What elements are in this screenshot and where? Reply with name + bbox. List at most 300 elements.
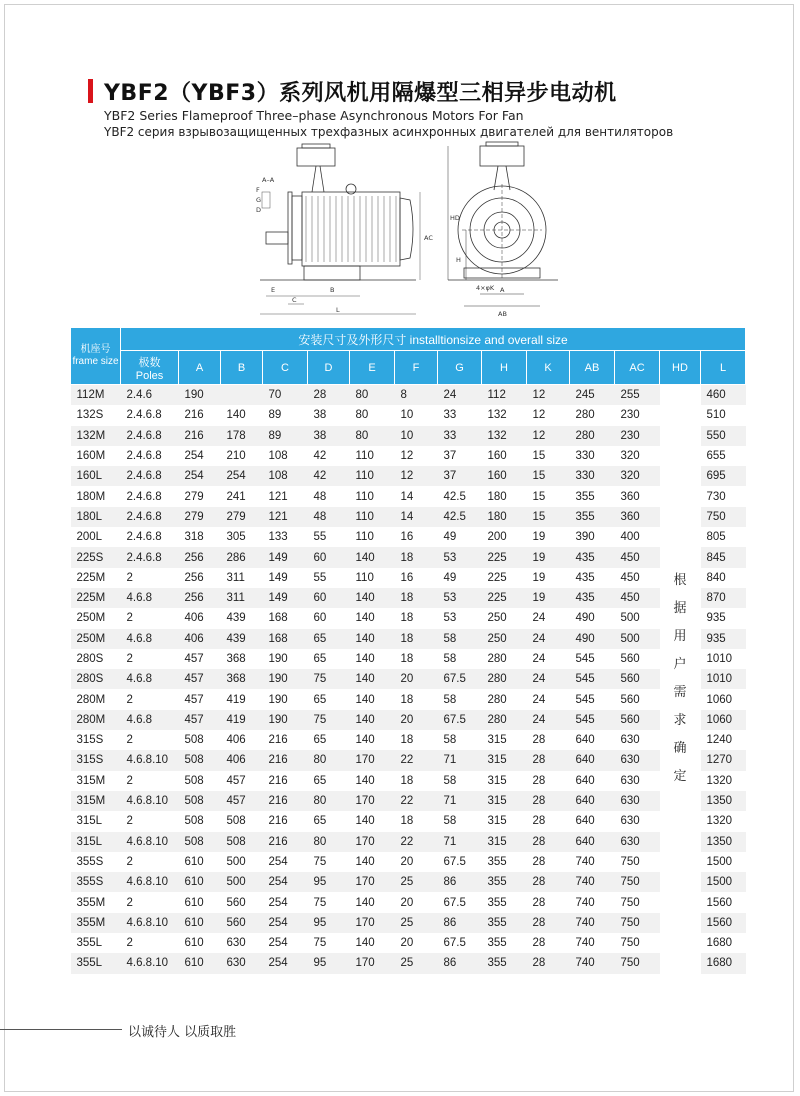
table-cell: 406 [221, 750, 263, 770]
table-cell: 75 [308, 710, 350, 730]
table-cell: 2.4.6.8 [121, 486, 179, 506]
table-cell: 18 [395, 649, 438, 669]
table-cell: 95 [308, 953, 350, 973]
table-cell: 216 [179, 405, 221, 425]
table-cell: 140 [350, 730, 395, 750]
table-cell: 4.6.8.10 [121, 872, 179, 892]
table-cell: 508 [179, 730, 221, 750]
table-cell: 22 [395, 791, 438, 811]
col-header: E [350, 351, 395, 385]
table-cell: 160 [482, 446, 527, 466]
table-cell: 230 [615, 405, 660, 425]
table-cell: 14 [395, 486, 438, 506]
table-cell: 655 [701, 446, 746, 466]
table-cell: 216 [263, 730, 308, 750]
table-cell: 508 [179, 811, 221, 831]
table-cell: 355 [482, 953, 527, 973]
table-cell: 640 [570, 791, 615, 811]
svg-text:E: E [271, 286, 276, 294]
table-row [71, 486, 746, 506]
table-cell: 95 [308, 872, 350, 892]
table-cell: 200L [71, 527, 121, 547]
table-cell: 279 [221, 507, 263, 527]
table-cell: 250M [71, 629, 121, 649]
table-cell: 180L [71, 507, 121, 527]
table-cell: 210 [221, 446, 263, 466]
table-row [71, 832, 746, 852]
table-cell: 58 [438, 771, 482, 791]
table-cell: 630 [221, 953, 263, 973]
table-cell: 305 [221, 527, 263, 547]
table-cell: 15 [527, 466, 570, 486]
table-row [71, 669, 746, 689]
table-cell: 121 [263, 486, 308, 506]
table-cell: 255 [615, 385, 660, 406]
table-cell: 740 [570, 852, 615, 872]
table-cell: 160L [71, 466, 121, 486]
table-cell: 110 [350, 466, 395, 486]
table-cell: 750 [615, 892, 660, 912]
table-cell: 508 [179, 771, 221, 791]
table-cell: 315 [482, 750, 527, 770]
table-cell: 315L [71, 811, 121, 831]
table-cell: 19 [527, 588, 570, 608]
col-header: A [179, 351, 221, 385]
table-cell: 640 [570, 771, 615, 791]
table-cell: 86 [438, 872, 482, 892]
table-cell: 216 [263, 771, 308, 791]
table-cell: 545 [570, 689, 615, 709]
table-cell: 457 [179, 649, 221, 669]
table-cell: 1240 [701, 730, 746, 750]
table-cell: 28 [527, 872, 570, 892]
table-cell: 170 [350, 832, 395, 852]
table-cell: 48 [308, 507, 350, 527]
table-cell: 140 [350, 608, 395, 628]
table-cell: 4.6.8 [121, 669, 179, 689]
table-cell: 2 [121, 771, 179, 791]
table-cell: 254 [221, 466, 263, 486]
table-cell: 216 [263, 750, 308, 770]
table-cell: 1560 [701, 913, 746, 933]
table-cell: 216 [263, 811, 308, 831]
table-cell: 245 [570, 385, 615, 406]
table-cell: 38 [308, 426, 350, 446]
table-cell: 500 [221, 852, 263, 872]
table-cell: 457 [179, 710, 221, 730]
svg-text:A: A [500, 286, 505, 294]
table-cell: 640 [570, 811, 615, 831]
table-cell: 80 [350, 405, 395, 425]
motor-dimension-drawing [240, 140, 580, 325]
table-cell: 1010 [701, 669, 746, 689]
table-cell: 60 [308, 547, 350, 567]
table-cell: 67.5 [438, 710, 482, 730]
table-cell: 2 [121, 608, 179, 628]
table-cell: 140 [350, 933, 395, 953]
table-cell: 545 [570, 710, 615, 730]
table-cell: 132M [71, 426, 121, 446]
table-cell: 18 [395, 730, 438, 750]
table-cell: 545 [570, 669, 615, 689]
table-cell: 112M [71, 385, 121, 406]
table-cell: 320 [615, 446, 660, 466]
table-cell: 37 [438, 466, 482, 486]
table-cell: 55 [308, 568, 350, 588]
table-cell: 280 [482, 669, 527, 689]
table-cell: 740 [570, 892, 615, 912]
table-cell: 25 [395, 872, 438, 892]
table-cell: 12 [527, 426, 570, 446]
table-cell: 58 [438, 730, 482, 750]
table-row [71, 811, 746, 831]
end-terminal-box [480, 146, 524, 166]
col-header: H [482, 351, 527, 385]
table-row [71, 568, 746, 588]
table-cell: 315 [482, 791, 527, 811]
table-cell: 28 [527, 791, 570, 811]
table-cell: 355 [482, 872, 527, 892]
table-cell: 250 [482, 608, 527, 628]
table-cell: 355 [570, 507, 615, 527]
table-cell: 280 [482, 710, 527, 730]
table-cell: 28 [527, 892, 570, 912]
table-cell: 508 [179, 832, 221, 852]
table-cell: 180M [71, 486, 121, 506]
table-cell: 216 [179, 426, 221, 446]
table-cell: 10 [395, 405, 438, 425]
table-cell: 315L [71, 832, 121, 852]
table-cell: 28 [527, 730, 570, 750]
table-cell: 110 [350, 446, 395, 466]
col-header: D [308, 351, 350, 385]
table-cell: 630 [615, 791, 660, 811]
table-cell: 71 [438, 791, 482, 811]
table-cell: 254 [263, 933, 308, 953]
col-header: B [221, 351, 263, 385]
table-cell: 168 [263, 608, 308, 628]
table-cell: 280 [570, 426, 615, 446]
svg-text:AB: AB [498, 310, 507, 318]
table-cell: 2 [121, 933, 179, 953]
col-header: AC [615, 351, 660, 385]
footer-rule [0, 1029, 122, 1030]
table-cell: 750 [615, 872, 660, 892]
table-cell: 86 [438, 913, 482, 933]
table-row [71, 750, 746, 770]
table-cell: 1500 [701, 852, 746, 872]
table-cell: 86 [438, 953, 482, 973]
dimension-table [70, 327, 746, 974]
svg-text:C: C [292, 296, 297, 304]
table-cell: 75 [308, 669, 350, 689]
table-cell: 457 [179, 689, 221, 709]
table-cell: 225 [482, 547, 527, 567]
table-cell: 320 [615, 466, 660, 486]
table-cell: 49 [438, 568, 482, 588]
table-cell: 419 [221, 689, 263, 709]
table-cell: 65 [308, 689, 350, 709]
table-cell: 89 [263, 426, 308, 446]
table-cell: 610 [179, 892, 221, 912]
table-cell: 318 [179, 527, 221, 547]
table-cell: 140 [350, 649, 395, 669]
table-cell: 311 [221, 568, 263, 588]
table-cell: 805 [701, 527, 746, 547]
table-cell: 16 [395, 527, 438, 547]
title-accent-bar [88, 79, 93, 103]
table-cell: 490 [570, 608, 615, 628]
table-cell: 750 [615, 953, 660, 973]
table-cell: 2.4.6.8 [121, 507, 179, 527]
table-cell: 20 [395, 852, 438, 872]
table-cell: 140 [221, 405, 263, 425]
table-cell: 355S [71, 872, 121, 892]
table-cell: 190 [263, 710, 308, 730]
table-cell: 368 [221, 669, 263, 689]
table-cell: 740 [570, 872, 615, 892]
svg-text:A–A: A–A [262, 176, 275, 184]
table-row [71, 771, 746, 791]
table-cell: 65 [308, 811, 350, 831]
side-fan-cover [400, 198, 413, 260]
table-cell: 180 [482, 507, 527, 527]
table-cell: 560 [615, 669, 660, 689]
table-row [71, 710, 746, 730]
table-cell: 216 [263, 832, 308, 852]
side-feet [304, 266, 360, 280]
table-cell: 42 [308, 466, 350, 486]
table-row [71, 953, 746, 973]
table-cell: 75 [308, 933, 350, 953]
table-cell: 286 [221, 547, 263, 567]
table-cell: 24 [527, 649, 570, 669]
table-cell: 12 [395, 466, 438, 486]
table-cell: 1350 [701, 832, 746, 852]
table-cell: 435 [570, 547, 615, 567]
table-cell: 610 [179, 953, 221, 973]
table-cell: 80 [308, 750, 350, 770]
table-cell: 435 [570, 588, 615, 608]
table-cell: 53 [438, 608, 482, 628]
table-row [71, 385, 746, 406]
table-cell: 28 [527, 811, 570, 831]
col-header: HD [660, 351, 701, 385]
table-cell: 55 [308, 527, 350, 547]
table-cell: 24 [438, 385, 482, 406]
table-cell: 2 [121, 568, 179, 588]
table-cell: 355 [570, 486, 615, 506]
table-cell: 8 [395, 385, 438, 406]
table-cell: 560 [221, 892, 263, 912]
table-cell: 2.4.6 [121, 385, 179, 406]
table-cell: 170 [350, 791, 395, 811]
table-cell: 500 [615, 608, 660, 628]
table-cell: 254 [263, 953, 308, 973]
table-cell: 315S [71, 730, 121, 750]
table-cell: 254 [263, 913, 308, 933]
table-cell: 140 [350, 852, 395, 872]
table-cell: 390 [570, 527, 615, 547]
table-cell: 18 [395, 811, 438, 831]
table-cell: 42.5 [438, 486, 482, 506]
table-cell: 42 [308, 446, 350, 466]
table-cell: 12 [527, 385, 570, 406]
table-cell: 19 [527, 527, 570, 547]
table-cell: 67.5 [438, 892, 482, 912]
table-cell: 500 [615, 629, 660, 649]
table-cell: 460 [701, 385, 746, 406]
table-cell: 419 [221, 710, 263, 730]
table-cell: 1680 [701, 933, 746, 953]
table-cell: 355 [482, 852, 527, 872]
table-cell: 280M [71, 710, 121, 730]
table-cell: 2.4.6.8 [121, 466, 179, 486]
table-cell: 190 [263, 649, 308, 669]
svg-text:AC: AC [424, 234, 433, 242]
svg-text:G: G [256, 196, 262, 204]
table-cell: 315 [482, 730, 527, 750]
table-cell: 80 [308, 791, 350, 811]
table-cell: 65 [308, 730, 350, 750]
table-cell: 67.5 [438, 669, 482, 689]
table-cell: 355M [71, 892, 121, 912]
table-cell: 65 [308, 649, 350, 669]
table-cell: 2.4.6.8 [121, 547, 179, 567]
table-cell: 640 [570, 750, 615, 770]
table-cell: 24 [527, 710, 570, 730]
table-row [71, 913, 746, 933]
table-cell: 355 [482, 933, 527, 953]
table-cell: 315 [482, 811, 527, 831]
table-cell: 67.5 [438, 933, 482, 953]
table-cell: 250M [71, 608, 121, 628]
table-cell: 28 [527, 953, 570, 973]
table-cell: 4.6.8.10 [121, 832, 179, 852]
table-cell: 18 [395, 547, 438, 567]
table-cell: 75 [308, 852, 350, 872]
table-cell: 610 [179, 933, 221, 953]
table-cell: 439 [221, 629, 263, 649]
table-cell: 22 [395, 832, 438, 852]
table-cell: 1270 [701, 750, 746, 770]
table-cell: 108 [263, 466, 308, 486]
table-cell: 254 [179, 446, 221, 466]
table-cell: 170 [350, 750, 395, 770]
table-cell [221, 385, 263, 406]
table-cell: 2.4.6.8 [121, 426, 179, 446]
table-cell: 279 [179, 507, 221, 527]
table-cell: 845 [701, 547, 746, 567]
table-cell: 16 [395, 568, 438, 588]
table-cell: 550 [701, 426, 746, 446]
table-cell: 630 [615, 750, 660, 770]
table-cell: 133 [263, 527, 308, 547]
table-cell: 170 [350, 913, 395, 933]
table-cell: 508 [179, 750, 221, 770]
table-cell: 2 [121, 811, 179, 831]
table-cell: 256 [179, 547, 221, 567]
table-cell: 545 [570, 649, 615, 669]
table-cell: 71 [438, 832, 482, 852]
table-cell: 280S [71, 649, 121, 669]
table-cell: 24 [527, 669, 570, 689]
table-cell: 28 [527, 750, 570, 770]
table-cell: 2 [121, 689, 179, 709]
svg-text:L: L [336, 306, 340, 314]
col-header: C [263, 351, 308, 385]
table-cell: 70 [263, 385, 308, 406]
table-cell: 2.4.6.8 [121, 405, 179, 425]
table-cell: 740 [570, 913, 615, 933]
table-cell: 225 [482, 568, 527, 588]
table-cell: 160M [71, 446, 121, 466]
table-cell: 610 [179, 913, 221, 933]
table-cell: 18 [395, 689, 438, 709]
table-cell: 560 [615, 710, 660, 730]
table-cell: 132 [482, 426, 527, 446]
table-cell: 1060 [701, 710, 746, 730]
col-header: K [527, 351, 570, 385]
table-cell: 508 [179, 791, 221, 811]
table-cell: 450 [615, 568, 660, 588]
table-cell: 15 [527, 507, 570, 527]
table-row [71, 872, 746, 892]
table-cell: 315 [482, 771, 527, 791]
table-cell: 112 [482, 385, 527, 406]
table-cell: 80 [308, 832, 350, 852]
table-cell: 53 [438, 547, 482, 567]
table-cell: 180 [482, 486, 527, 506]
table-cell: 450 [615, 588, 660, 608]
table-cell: 695 [701, 466, 746, 486]
table-cell: 110 [350, 527, 395, 547]
table-cell: 95 [308, 913, 350, 933]
table-cell: 149 [263, 547, 308, 567]
side-terminal-box [297, 148, 335, 166]
table-cell: 170 [350, 953, 395, 973]
table-cell: 450 [615, 547, 660, 567]
table-row [71, 608, 746, 628]
table-cell: 200 [482, 527, 527, 547]
table-row [71, 446, 746, 466]
table-cell: 53 [438, 588, 482, 608]
table-cell: 508 [221, 811, 263, 831]
table-cell: 28 [527, 832, 570, 852]
table-cell: 360 [615, 486, 660, 506]
table-cell: 18 [395, 608, 438, 628]
col-header: G [438, 351, 482, 385]
svg-text:D: D [256, 206, 262, 214]
table-cell: 10 [395, 426, 438, 446]
table-cell: 170 [350, 872, 395, 892]
table-cell: 560 [221, 913, 263, 933]
table-cell: 2 [121, 852, 179, 872]
table-cell: 840 [701, 568, 746, 588]
hd-note-cell [660, 385, 701, 974]
table-cell: 560 [615, 689, 660, 709]
table-cell: 4.6.8 [121, 629, 179, 649]
table-cell: 60 [308, 608, 350, 628]
table-cell: 110 [350, 568, 395, 588]
table-cell: 140 [350, 771, 395, 791]
svg-text:HD: HD [450, 214, 460, 222]
table-cell: 435 [570, 568, 615, 588]
table-cell: 256 [179, 588, 221, 608]
table-row [71, 791, 746, 811]
table-cell: 315M [71, 771, 121, 791]
table-cell: 140 [350, 669, 395, 689]
